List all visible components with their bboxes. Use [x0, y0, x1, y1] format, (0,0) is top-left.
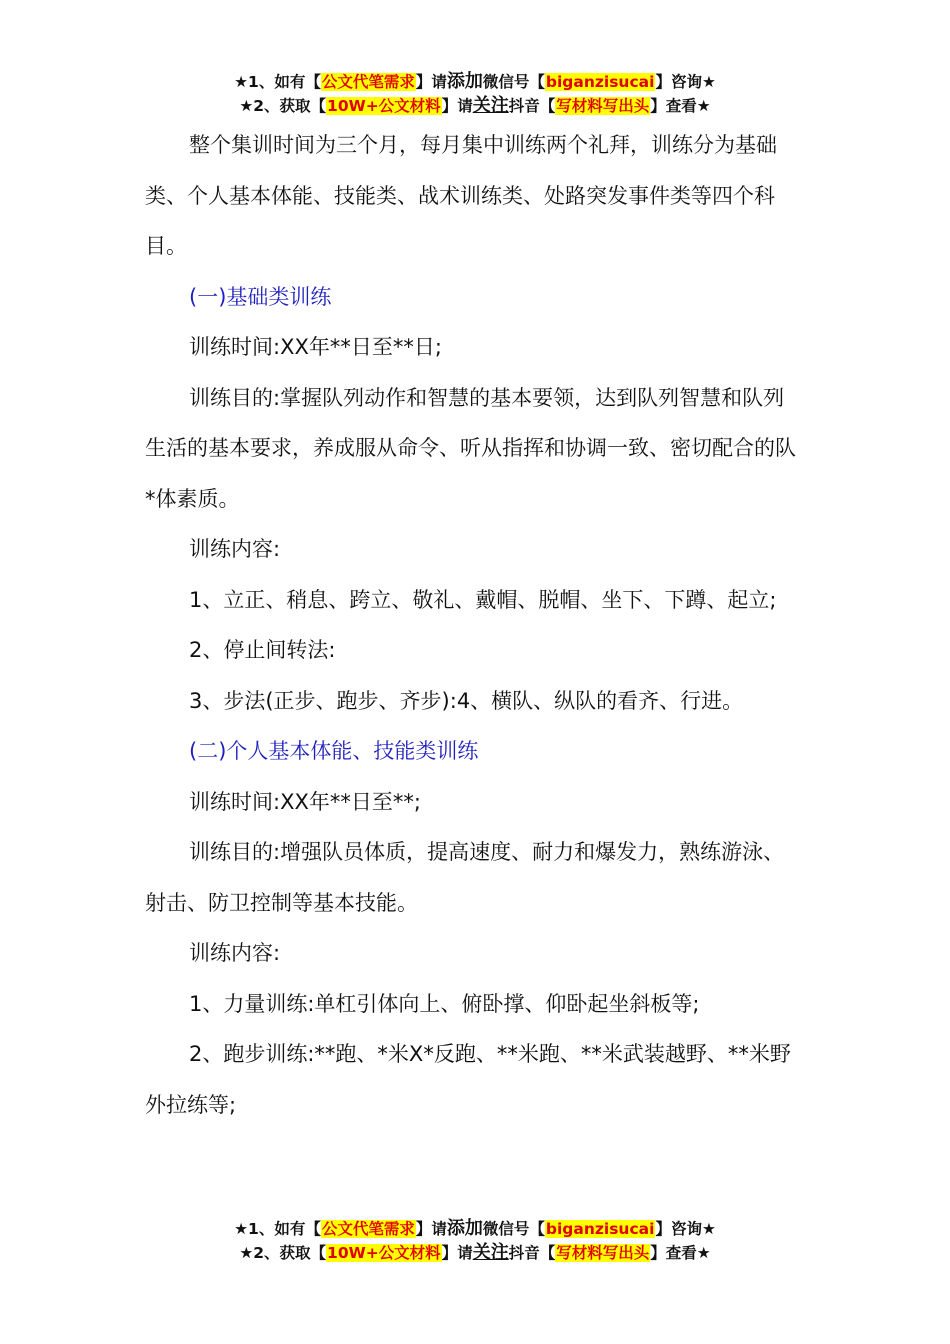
banner-text: 抖音【	[508, 1244, 556, 1262]
banner-text: 】请	[415, 73, 447, 91]
banner-suffix: 】查看★	[650, 1244, 711, 1262]
banner-line-1	[0, 1217, 950, 1241]
banner-text: 】请	[441, 97, 473, 115]
banner-highlight: 公文代笔需求	[321, 1220, 415, 1238]
banner-suffix: 】咨询★	[655, 73, 716, 91]
banner-line-1	[0, 70, 950, 94]
paragraph: 2、停止间转法:	[189, 638, 336, 662]
paragraph: 整个集训时间为三个月，每月集中训练两个礼拜，训练分为基础类、个人基本体能、技能类、战术训练类、处路突发事件类等四个科目。	[145, 133, 777, 258]
paragraph: 训练内容:	[189, 537, 281, 561]
banner-prefix: ★2、获取【	[239, 1244, 327, 1262]
banner-line-2	[0, 1241, 950, 1265]
section-heading: (一)基础类训练	[189, 284, 332, 309]
banner-text: 微信号【	[482, 1220, 545, 1238]
banner-highlight: 写材料写出头	[556, 1244, 650, 1262]
banner-highlight: biganzisucai	[545, 1220, 655, 1238]
paragraph: 1、立正、稍息、跨立、敬礼、戴帽、脱帽、坐下、下蹲、起立;	[189, 587, 777, 612]
banner-line-2	[0, 94, 950, 118]
banner-text: 】请	[415, 1220, 447, 1238]
paragraph: 训练时间:XX年**日至**;	[189, 789, 421, 814]
header-banner	[0, 70, 950, 118]
paragraph: 1、力量训练:单杠引体向上、俯卧撑、仰卧起坐斜板等;	[189, 991, 700, 1016]
paragraph: 训练内容:	[189, 941, 281, 965]
banner-suffix: 】查看★	[650, 97, 711, 115]
paragraph: 2、跑步训练:**跑、*米X*反跑、**米跑、**米武装越野、**米野外拉练等;	[145, 1042, 791, 1117]
banner-prefix: ★2、获取【	[239, 97, 327, 115]
banner-highlight: 写材料写出头	[556, 97, 650, 115]
section-heading: (二)个人基本体能、技能类训练	[189, 739, 479, 763]
banner-text: 】请	[441, 1244, 473, 1262]
banner-text: 微信号【	[482, 73, 545, 91]
footer-banner	[0, 1217, 950, 1265]
banner-emphasis: 关注	[472, 95, 509, 116]
banner-emphasis: 添加	[446, 71, 483, 92]
paragraph: 训练时间:XX年**日至**日;	[189, 335, 442, 359]
banner-highlight: biganzisucai	[545, 73, 655, 91]
banner-prefix: ★1、如有【	[234, 73, 321, 91]
document-body	[145, 120, 805, 1130]
banner-prefix: ★1、如有【	[234, 1220, 321, 1238]
banner-emphasis: 关注	[472, 1242, 509, 1263]
paragraph: 3、步法(正步、跑步、齐步):4、横队、纵队的看齐、行进。	[189, 688, 744, 713]
banner-highlight: 10W+公文材料	[327, 97, 441, 115]
banner-text: 抖音【	[508, 97, 556, 115]
banner-highlight: 公文代笔需求	[321, 73, 415, 91]
paragraph: 训练目的:掌握队列动作和智慧的基本要领，达到队列智慧和队列生活的基本要求，养成服从命令、听从指挥和协调一致、密切配合的队*体素质。	[145, 385, 796, 511]
banner-emphasis: 添加	[446, 1218, 483, 1239]
banner-suffix: 】咨询★	[655, 1220, 716, 1238]
banner-highlight: 10W+公文材料	[327, 1244, 441, 1262]
paragraph: 训练目的:增强队员体质，提高速度、耐力和爆发力，熟练游泳、射击、防卫控制等基本技能。	[145, 840, 785, 915]
